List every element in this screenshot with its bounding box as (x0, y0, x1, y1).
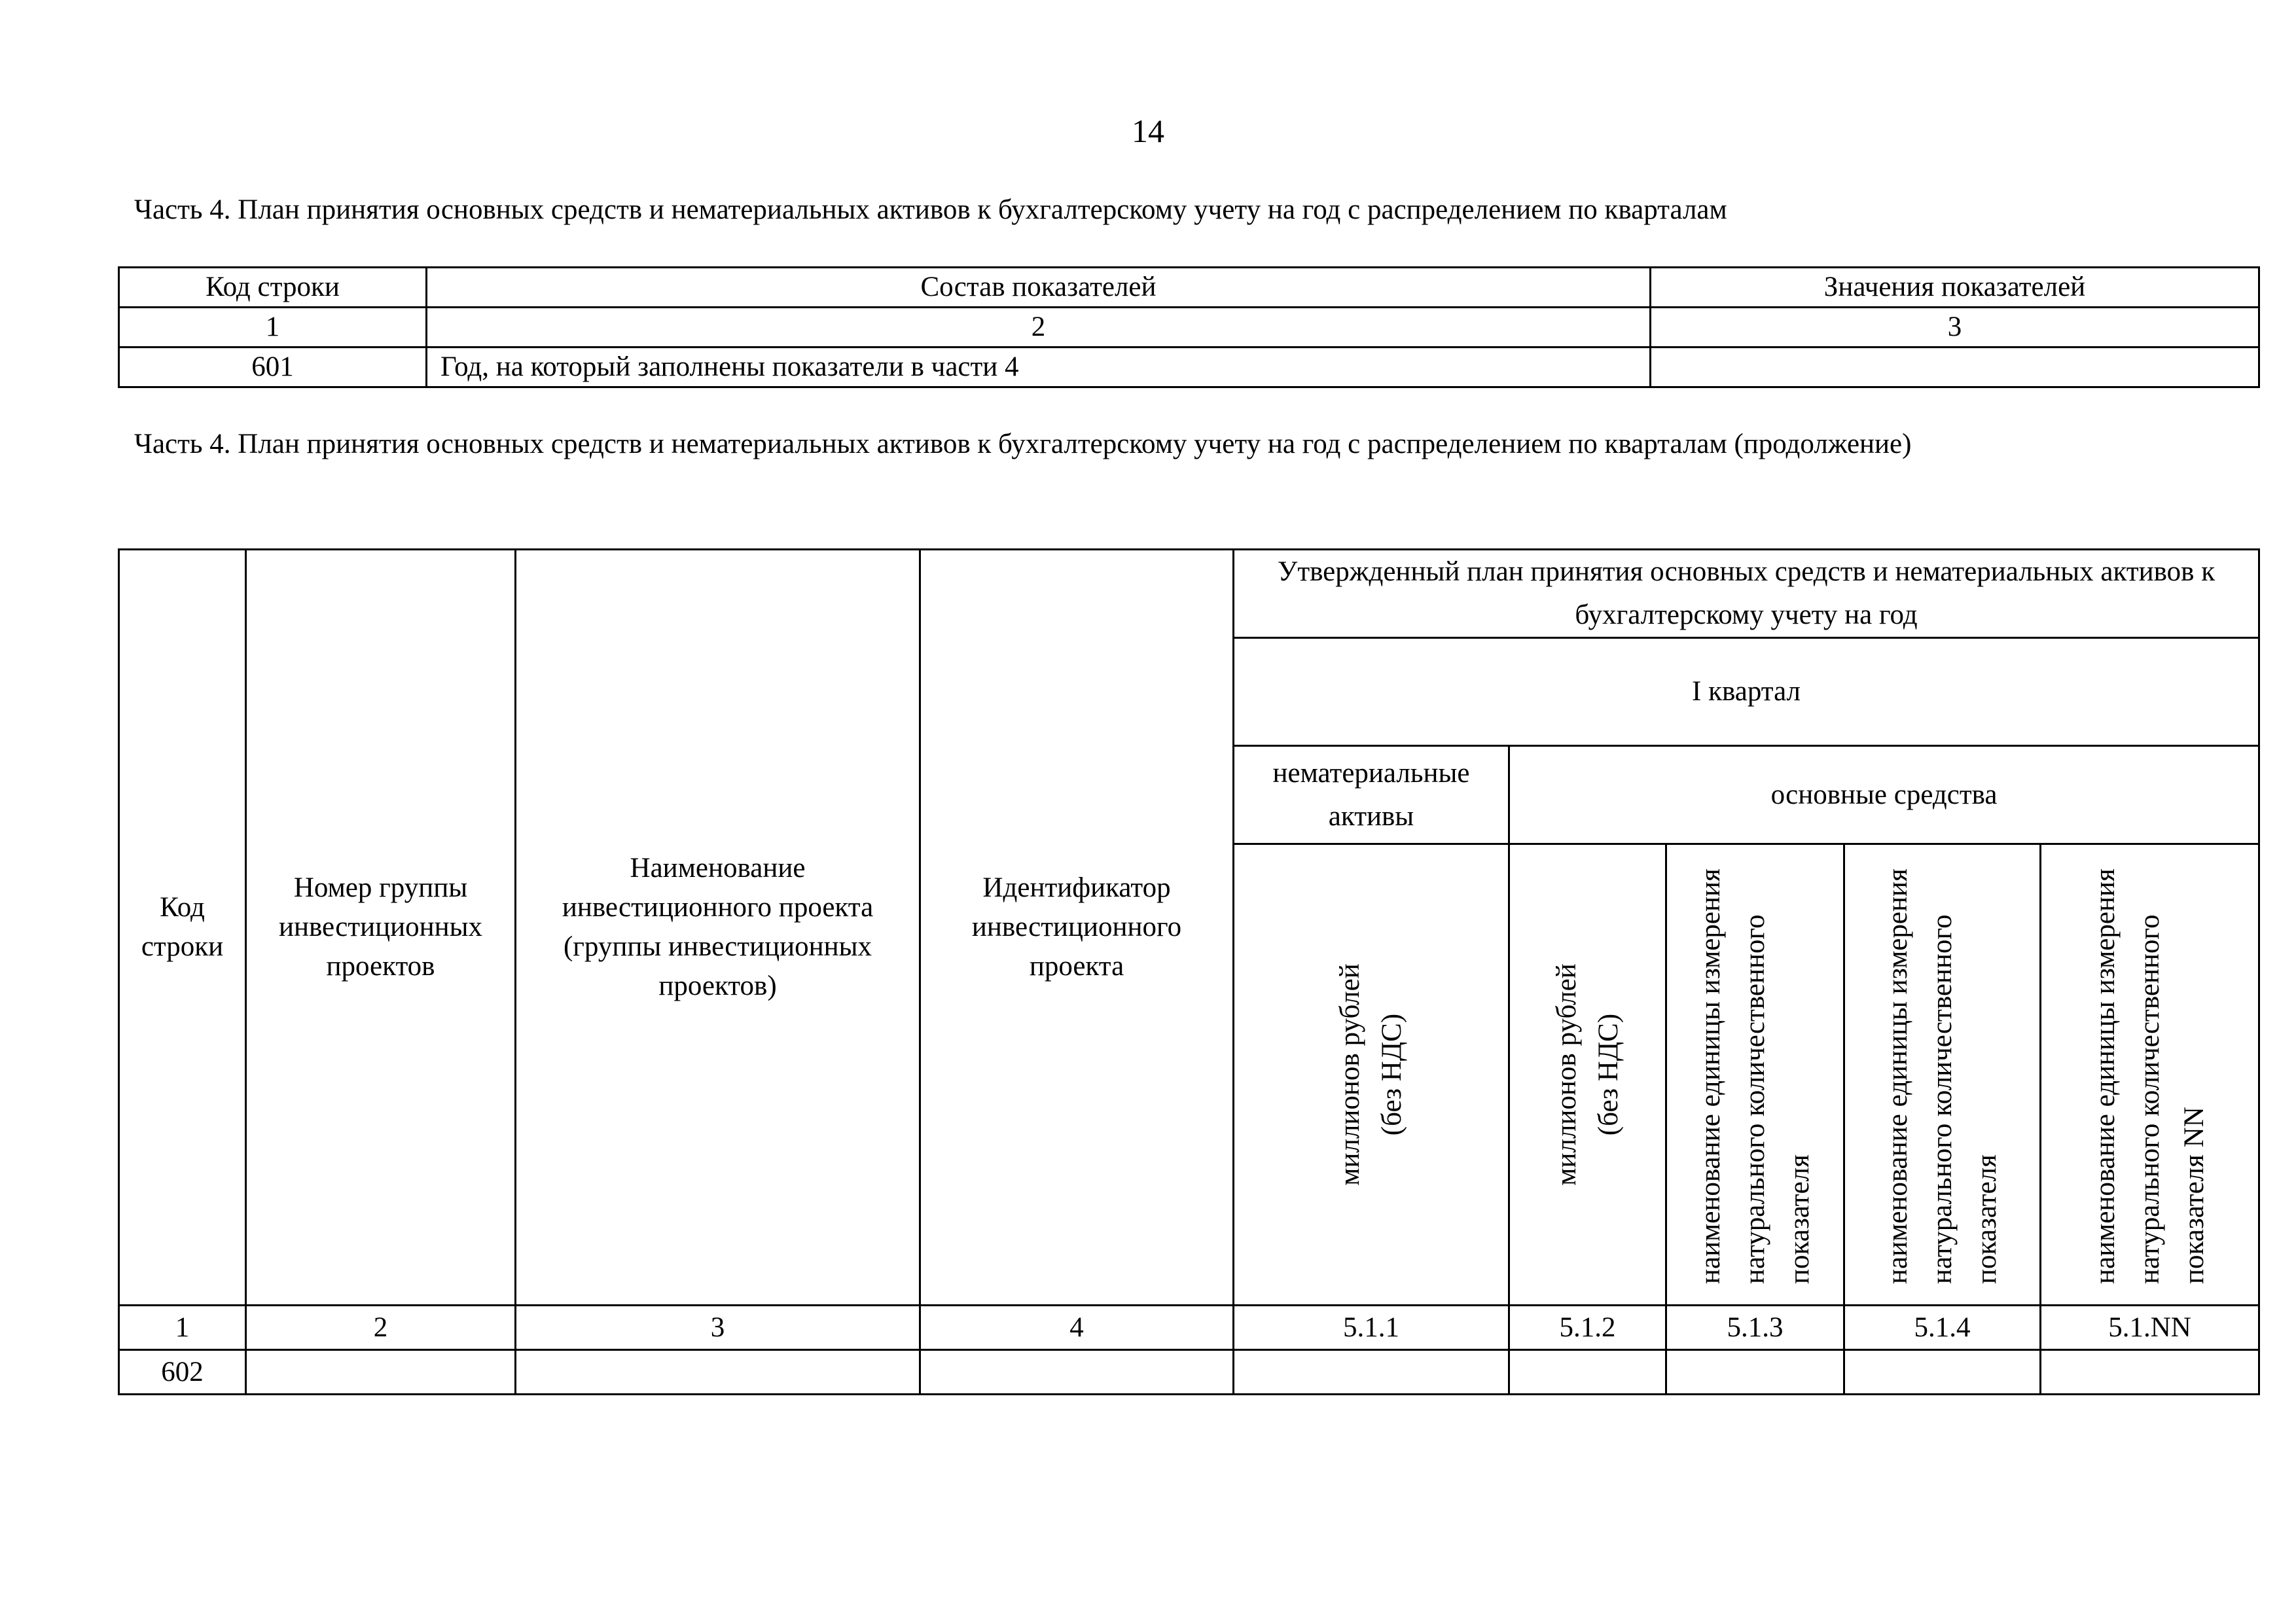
table-row (119, 348, 2259, 387)
data-cell[interactable] (1509, 1350, 1666, 1395)
header-fixed-assets: основные средства (1509, 746, 2259, 844)
column-number-row (119, 308, 2259, 348)
data-cell[interactable] (920, 1350, 1234, 1395)
header-approved-plan: Утвержденный план принятия основных средств и нематериальных активов к бухгалтерскому учету на год (1234, 550, 2259, 638)
table-row (119, 1350, 2259, 1395)
header-project-id: Идентификатор инвестиционного проекта (920, 550, 1234, 1306)
header-project-name: Наименование инвестиционного проекта (группы инвестиционных проектов) (516, 550, 920, 1306)
header-intangible-assets: нематериальные активы (1234, 746, 1509, 844)
col-number: 2 (427, 308, 1651, 348)
subheader-unit-2 (1844, 844, 2041, 1306)
subheader-intangible-mln-text: миллионов рублей (без НДС) (1335, 963, 1407, 1186)
part4-continuation-title: Часть 4. План принятия основных средств и нематериальных активов к бухгалтерскому учету на год с распределением по кварталам (продолжение) (134, 429, 1912, 459)
subheader-unit-2-text: наименование единицы измерения натурального количественного показателя (1882, 868, 2002, 1284)
col-number: 5.1.2 (1509, 1306, 1666, 1350)
data-cell[interactable] (1234, 1350, 1509, 1395)
table-header-row (119, 268, 2259, 308)
header-indicators: Состав показателей (427, 268, 1651, 308)
col-number: 2 (246, 1306, 516, 1350)
investment-plan-table (118, 548, 2260, 1395)
subheader-fixed-mln-text: миллионов рублей (без НДС) (1551, 963, 1624, 1186)
subheader-unit-nn (2041, 844, 2259, 1306)
data-cell[interactable] (1666, 1350, 1844, 1395)
subheader-unit-1-text: наименование единицы измерения натурального количественного показателя (1695, 868, 1815, 1284)
row-value-cell[interactable] (1651, 348, 2259, 387)
col-number: 3 (516, 1306, 920, 1350)
col-number: 1 (119, 1306, 246, 1350)
header-row-code: Код строки (119, 550, 246, 1306)
row-label: Год, на который заполнены показатели в части 4 (427, 348, 1651, 387)
col-number: 3 (1651, 308, 2259, 348)
row-code: 602 (119, 1350, 246, 1395)
column-number-row (119, 1306, 2259, 1350)
col-number: 5.1.4 (1844, 1306, 2041, 1350)
row-code: 601 (119, 348, 427, 387)
col-number: 4 (920, 1306, 1234, 1350)
subheader-intangible-mln (1234, 844, 1509, 1306)
subheader-unit-1 (1666, 844, 1844, 1306)
header-row-code: Код строки (119, 268, 427, 308)
data-cell[interactable] (1844, 1350, 2041, 1395)
subheader-fixed-mln (1509, 844, 1666, 1306)
header-values: Значения показателей (1651, 268, 2259, 308)
part4-title: Часть 4. План принятия основных средств и нематериальных активов к бухгалтерскому учету на год с распределением по кварталам (134, 194, 1727, 225)
page-number: 14 (1132, 113, 1164, 149)
col-number: 5.1.3 (1666, 1306, 1844, 1350)
data-cell[interactable] (2041, 1350, 2259, 1395)
header-group-number: Номер группы инвестиционных проектов (246, 550, 516, 1306)
col-number: 1 (119, 308, 427, 348)
indicator-year-table (118, 266, 2260, 388)
data-cell[interactable] (516, 1350, 920, 1395)
subheader-unit-nn-text: наименование единицы измерения натурального количественного показателя NN (2089, 868, 2210, 1284)
col-number: 5.1.1 (1234, 1306, 1509, 1350)
header-quarter: I квартал (1234, 638, 2259, 746)
col-number: 5.1.NN (2041, 1306, 2259, 1350)
data-cell[interactable] (246, 1350, 516, 1395)
